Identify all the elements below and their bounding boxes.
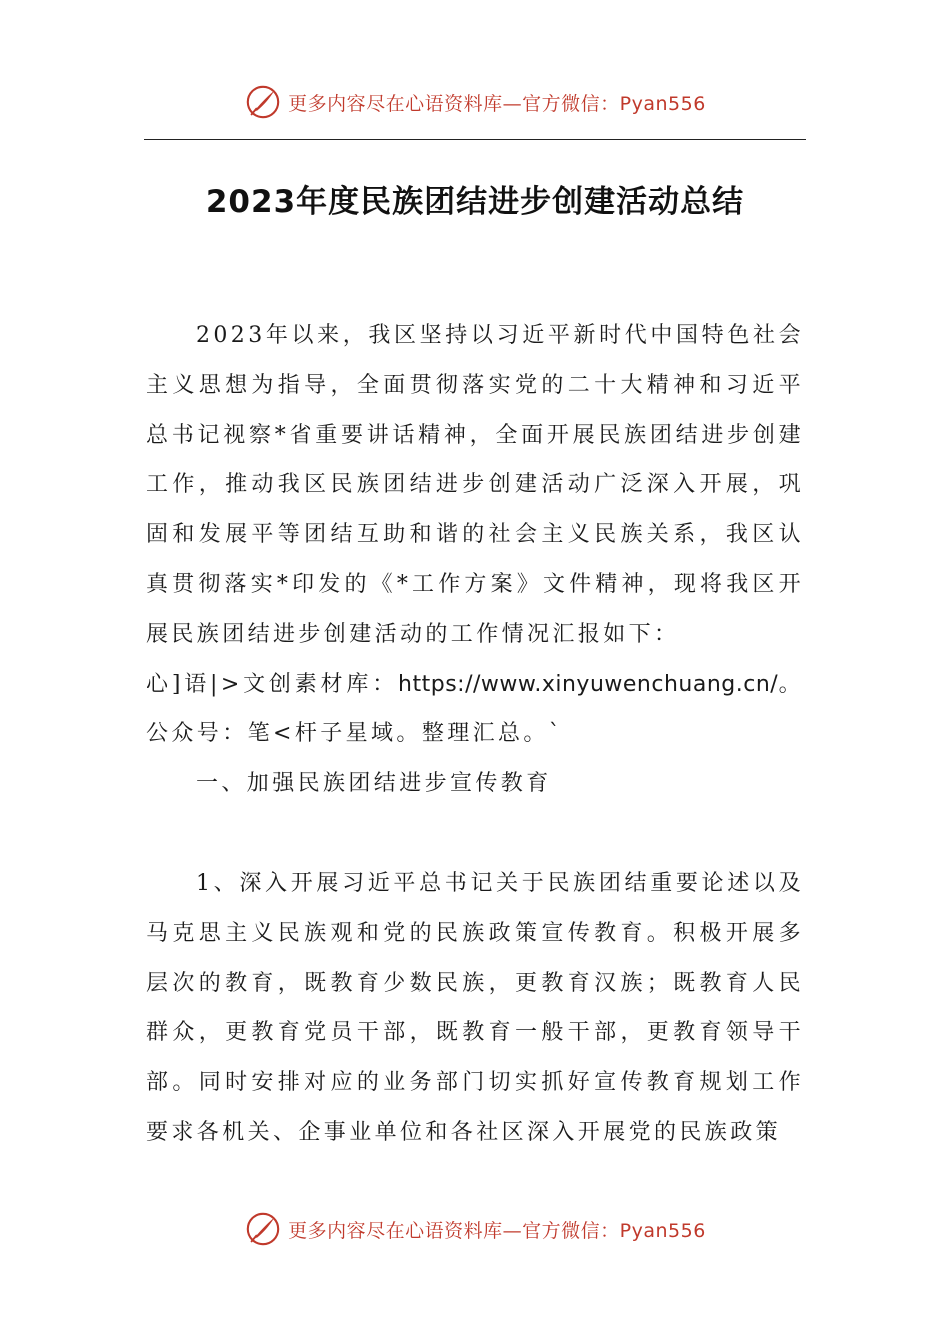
quill-pen-logo-icon xyxy=(244,83,282,121)
document-title: 2023年度民族团结进步创建活动总结 xyxy=(205,184,745,220)
banner-text xyxy=(288,89,706,116)
quill-pen-logo-icon xyxy=(244,1210,282,1248)
banner-wechat-id: Pyan556 xyxy=(619,92,706,115)
intro-paragraph: 2023年以来，我区坚持以习近平新时代中国特色社会主义思想为指导，全面贯彻落实党的二十大精神和习近平总书记视察*省重要讲话精神，全面开展民族团结进步创建工作，推动我区民族团结进步创建活动广泛深入开展，巩固和发展平等团结互助和谐的社会主义民族关系，我区认真贯彻落实*印发的《*工作方案》文件精神，现将我区开展民族团结进步创建活动的工作情况汇报如下： xyxy=(146,323,804,647)
source-url-link[interactable]: https://www.xinyuwenchuang.cn/ xyxy=(398,671,779,697)
banner-wechat-id: Pyan556 xyxy=(619,1219,706,1242)
source-suffix: 。公众号：笔<杆子星域。整理汇总。` xyxy=(146,671,804,747)
footer-banner xyxy=(0,1207,950,1251)
banner-text xyxy=(288,1216,706,1243)
paragraph-spacer xyxy=(146,809,804,859)
header-banner xyxy=(0,80,950,124)
header-divider xyxy=(144,139,806,140)
document-body xyxy=(146,311,804,1158)
source-paragraph xyxy=(146,660,804,760)
banner-text-cn: 更多内容尽在心语资料库—官方微信： xyxy=(288,1219,620,1242)
item-paragraph: 1、深入开展习近平总书记关于民族团结重要论述以及马克思主义民族观和党的民族政策宣传教育。积极开展多层次的教育，既教育少数民族，更教育汉族；既教育人民群众，更教育党员干部，既教育一般干部，更教育领导干部。同时安排对应的业务部门切实抓好宣传教育规划工作要求各机关、企事业单位和各社区深入开展党的民族政策 xyxy=(146,870,804,1145)
banner-text-cn: 更多内容尽在心语资料库—官方微信： xyxy=(288,92,620,115)
source-prefix: 心]语|>文创素材库： xyxy=(146,671,399,697)
section-heading: 一、加强民族团结进步宣传教育 xyxy=(196,771,552,797)
